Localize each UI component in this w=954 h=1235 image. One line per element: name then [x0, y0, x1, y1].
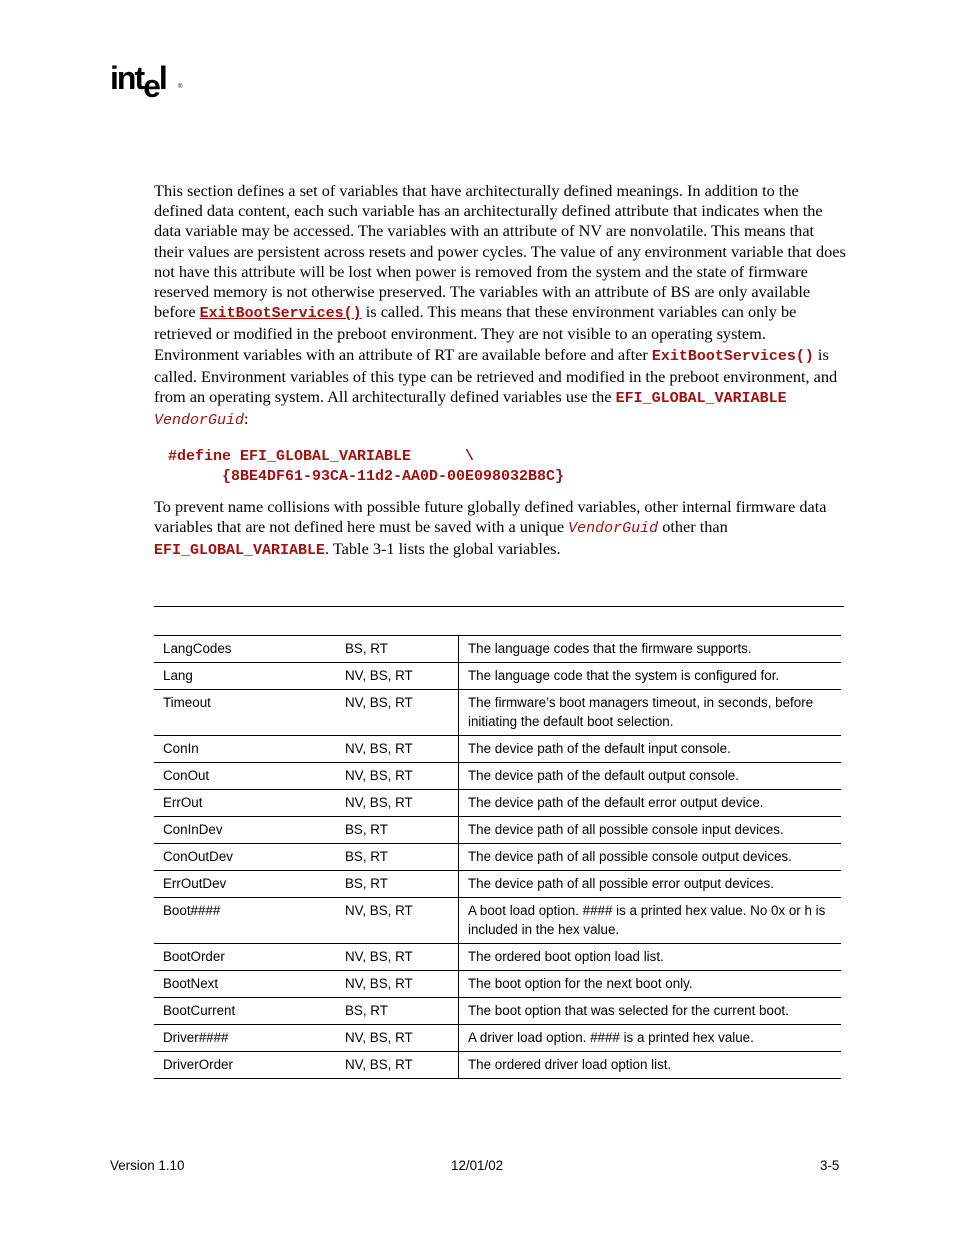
description-cell: The ordered driver load option list. [459, 1052, 842, 1079]
description-cell: The ordered boot option load list. [459, 944, 842, 971]
description-cell: The device path of all possible console output devices. [459, 844, 842, 871]
footer-page-number: 3-5 [820, 1158, 840, 1173]
table-top-rule [154, 606, 844, 607]
variable-name-cell: Timeout [154, 690, 336, 736]
variable-name-cell: ConIn [154, 736, 336, 763]
description-cell: The boot option that was selected for the current boot. [459, 998, 842, 1025]
para2-text-1: To prevent name collisions with possible future globally defined variables, other internal firmware data variables that are not defined here must be saved with a unique [154, 497, 827, 537]
efi-global-variable-code-2: EFI_GLOBAL_VARIABLE [154, 542, 326, 560]
table-row [154, 690, 841, 736]
description-cell: The device path of the default output console. [459, 763, 842, 790]
attribute-cell: NV, BS, RT [336, 663, 459, 690]
variable-name-cell: ErrOutDev [154, 871, 336, 898]
intel-logo [110, 58, 190, 102]
trademark-symbol: ® [178, 84, 183, 90]
exitbootservices-link-1[interactable]: ExitBootServices() [199, 305, 362, 323]
logo-text-main: int [110, 60, 144, 96]
code-define-line: #define EFI_GLOBAL_VARIABLE \ [168, 448, 475, 465]
table-row [154, 971, 841, 998]
footer-date: 12/01/02 [451, 1158, 504, 1173]
attribute-cell: NV, BS, RT [336, 736, 459, 763]
description-cell: The device path of all possible console input devices. [459, 817, 842, 844]
attribute-cell: NV, BS, RT [336, 690, 459, 736]
exitbootservices-code: ExitBootServices() [651, 347, 814, 365]
attribute-cell: BS, RT [336, 636, 459, 663]
logo-text-end: l [158, 60, 166, 96]
para2-text-2: other than [658, 517, 728, 537]
attribute-cell: NV, BS, RT [336, 1025, 459, 1052]
table-row [154, 636, 841, 663]
attribute-cell: BS, RT [336, 998, 459, 1025]
attribute-cell: BS, RT [336, 844, 459, 871]
para1-text-3: is called. Environment variables of this type can be retrieved and modified in the preboot environment, and from an operating system. All architecturally defined variables use the [154, 344, 838, 407]
variable-name-cell: BootOrder [154, 944, 336, 971]
intro-paragraph [154, 181, 846, 431]
description-cell: The firmware’s boot managers timeout, in seconds, before initiating the default boot selection. [459, 690, 842, 736]
attribute-cell: BS, RT [336, 817, 459, 844]
logo-text-e: e [143, 68, 159, 104]
description-cell: The boot option for the next boot only. [459, 971, 842, 998]
table-row [154, 663, 841, 690]
table-row [154, 871, 841, 898]
description-cell: A boot load option. #### is a printed hex value. No 0x or h is included in the hex value. [459, 898, 842, 944]
code-guid-line: {8BE4DF61-93CA-11d2-AA0D-00E098032B8C} [222, 468, 565, 485]
description-cell: A driver load option. #### is a printed hex value. [459, 1025, 842, 1052]
variable-name-cell: Boot#### [154, 898, 336, 944]
table-row [154, 790, 841, 817]
description-cell: The device path of the default error output device. [459, 790, 842, 817]
variable-name-cell: Lang [154, 663, 336, 690]
attribute-cell: NV, BS, RT [336, 790, 459, 817]
table-row [154, 844, 841, 871]
table-row [154, 998, 841, 1025]
variable-name-cell: ConOutDev [154, 844, 336, 871]
attribute-cell: NV, BS, RT [336, 763, 459, 790]
vendorguid-code: VendorGuid [154, 412, 245, 430]
variable-name-cell: ConOut [154, 763, 336, 790]
variable-name-cell: BootCurrent [154, 998, 336, 1025]
description-cell: The device path of the default input console. [459, 736, 842, 763]
para1-text-4: : [244, 409, 249, 429]
variable-name-cell: ErrOut [154, 790, 336, 817]
para1-text-1: This section defines a set of variables that have architecturally defined meanings. In addition to the defined data content, each such variable has an architecturally defined attribute that indicates when the data variable may be accessed. The variables with an attribute of NV are nonvolatile. This means that their values are persistent across resets and power cycles. The value of any environment variable that does not have this attribute will be lost when power is removed from the system and the state of firmware reserved memory is not otherwise preserved. The variables with an attribute of BS are only available before [154, 181, 846, 322]
table-row [154, 736, 841, 763]
attribute-cell: BS, RT [336, 871, 459, 898]
global-variables-table [154, 635, 841, 1079]
description-cell: The language code that the system is configured for. [459, 663, 842, 690]
table-row [154, 898, 841, 944]
description-cell: The language codes that the firmware supports. [459, 636, 842, 663]
attribute-cell: NV, BS, RT [336, 1052, 459, 1079]
attribute-cell: NV, BS, RT [336, 944, 459, 971]
vendorguid-code-2: VendorGuid [568, 520, 659, 538]
table-row [154, 1025, 841, 1052]
description-cell: The device path of all possible error output devices. [459, 871, 842, 898]
table-row [154, 763, 841, 790]
table-row [154, 817, 841, 844]
table-row [154, 944, 841, 971]
variable-name-cell: Driver#### [154, 1025, 336, 1052]
variable-name-cell: BootNext [154, 971, 336, 998]
collision-paragraph [154, 497, 846, 562]
table-row [154, 1052, 841, 1079]
footer-version: Version 1.10 [110, 1158, 185, 1173]
attribute-cell: NV, BS, RT [336, 971, 459, 998]
variable-name-cell: LangCodes [154, 636, 336, 663]
attribute-cell: NV, BS, RT [336, 898, 459, 944]
variable-name-cell: DriverOrder [154, 1052, 336, 1079]
variable-name-cell: ConInDev [154, 817, 336, 844]
para2-text-3: . Table 3-1 lists the global variables. [325, 539, 561, 559]
para1-text-2: is called. This means that these environment variables can only be retrieved or modified in the preboot environment. They are not visible to an operating system. Environment variables with an attribute of RT are available before and after [154, 302, 797, 364]
efi-global-variable-code: EFI_GLOBAL_VARIABLE [615, 390, 787, 408]
